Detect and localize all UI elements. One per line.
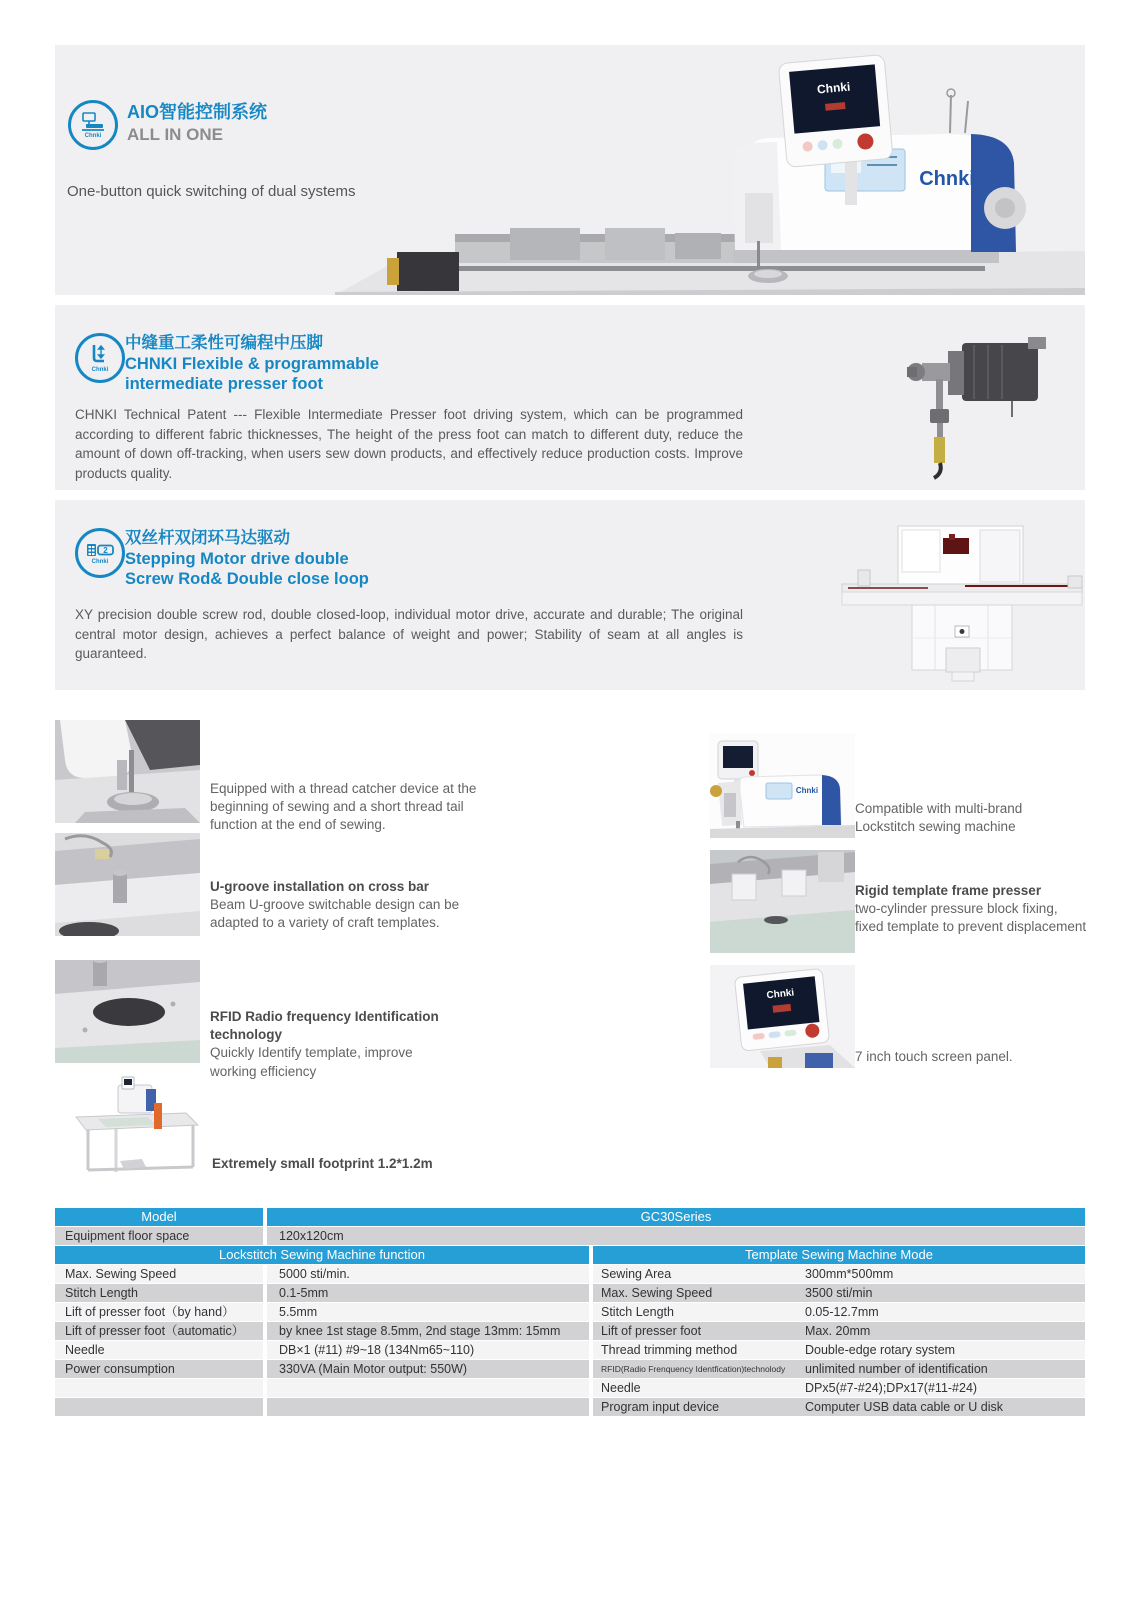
spec-label: RFID(Radio Frenquency Identfication)technolody xyxy=(601,1364,786,1374)
spec-right-pair xyxy=(593,1379,1085,1397)
aio-system-icon xyxy=(68,100,118,150)
feature-body: Beam U-groove switchable design can be adapted to a variety of craft templates. xyxy=(210,897,460,931)
touch-panel-brand-text: Chnki xyxy=(765,987,795,1002)
model-value: GC30Series xyxy=(267,1208,1085,1226)
small-footprint-photo xyxy=(58,1075,208,1175)
lockstitch-header: Lockstitch Sewing Machine function xyxy=(55,1246,589,1264)
feature-body: Equipped with a thread catcher device at the beginning of sewing and a short thread tail function at the end of sewing. xyxy=(210,781,477,833)
table-row-model xyxy=(55,1208,1085,1226)
spec-label: Max. Sewing Speed xyxy=(55,1265,263,1283)
screw-icon-glyph xyxy=(86,542,114,558)
spec-label: Program input device xyxy=(601,1400,720,1414)
section-stepping-motor xyxy=(55,500,1085,690)
aio-heading-en: ALL IN ONE xyxy=(127,124,224,144)
feature-body: two-cylinder pressure block fixing, fixed template to prevent displacement xyxy=(855,901,1087,935)
spec-table xyxy=(55,1208,1085,1417)
motor-heading-en2: Screw Rod& Double close loop xyxy=(125,570,369,589)
feature-body: 7 inch touch screen panel. xyxy=(855,1049,1013,1064)
spec-label: Lift of presser foot（automatic） xyxy=(55,1322,263,1340)
table-row xyxy=(55,1265,1085,1283)
spec-value: 330VA (Main Motor output: 550W) xyxy=(267,1360,589,1378)
lockstitch-machine-photo xyxy=(710,733,855,838)
spec-label: Lift of presser foot（by hand） xyxy=(55,1303,263,1321)
table-row xyxy=(55,1341,1085,1359)
feature-small-footprint xyxy=(212,1155,492,1173)
spec-label: Needle xyxy=(55,1341,263,1359)
section-presser-foot xyxy=(55,305,1085,490)
template-presser-photo xyxy=(710,850,855,953)
model-label: Model xyxy=(55,1208,263,1226)
table-row xyxy=(55,1284,1085,1302)
hero-machine-photo xyxy=(305,45,1085,295)
spec-label: Thread trimming method xyxy=(601,1343,738,1357)
feature-multi-brand xyxy=(855,800,1083,836)
spec-right-pair xyxy=(593,1265,1085,1283)
spec-value: 5000 sti/min. xyxy=(267,1265,589,1283)
section-all-in-one xyxy=(55,45,1085,295)
feature-title: RFID Radio frequency Identification technology xyxy=(210,1009,439,1043)
feature-rigid-presser xyxy=(855,882,1087,937)
spec-value: DB×1 (#11) #9~18 (134Nm65~110) xyxy=(267,1341,589,1359)
presser-foot-icon xyxy=(75,333,125,383)
icon-brand-label: Chnki xyxy=(91,366,109,373)
u-groove-photo xyxy=(55,833,200,936)
rfid-photo xyxy=(55,960,200,1063)
feature-title: Extremely small footprint 1.2*1.2m xyxy=(212,1156,433,1171)
spec-value: by knee 1st stage 8.5mm, 2nd stage 13mm: 15mm xyxy=(267,1322,589,1340)
aio-note: One-button quick switching of dual systems xyxy=(67,183,356,200)
table-row-floor-space xyxy=(55,1227,1085,1245)
spec-right-pair xyxy=(593,1322,1085,1340)
presser-heading-en1: CHNKI Flexible & programmable xyxy=(125,354,379,373)
feature-title: Rigid template frame presser xyxy=(855,883,1042,898)
table-row xyxy=(55,1379,1085,1397)
spec-label: Stitch Length xyxy=(601,1305,674,1319)
spec-right-pair xyxy=(593,1303,1085,1321)
spec-value: Computer USB data cable or U disk xyxy=(805,1400,1004,1414)
icon-brand-label: Chnki xyxy=(91,558,109,565)
spec-label xyxy=(55,1379,263,1397)
touch-screen-photo xyxy=(710,965,855,1068)
spec-value: DPx5(#7-#24);DPx17(#11-#24) xyxy=(805,1381,978,1395)
spec-right-pair xyxy=(593,1284,1085,1302)
aio-heading xyxy=(127,101,267,145)
presser-heading-zh: 中缝重工柔性可编程中压脚 xyxy=(125,334,323,352)
spec-label: Equipment floor space xyxy=(55,1227,263,1245)
spec-right-pair xyxy=(593,1360,1085,1378)
spec-label: Power consumption xyxy=(55,1360,263,1378)
table-row xyxy=(55,1303,1085,1321)
spec-value: 0.1-5mm xyxy=(267,1284,589,1302)
xy-frame-photo xyxy=(840,508,1085,683)
motor-heading-zh: 双丝杆双闭环马达驱动 xyxy=(125,529,290,547)
hero-machine-brand-text: Chnki xyxy=(919,168,975,190)
spec-value xyxy=(267,1398,589,1416)
motor-heading xyxy=(125,528,369,590)
table-row-section-headers xyxy=(55,1246,1085,1264)
icon-brand-label: Chnki xyxy=(84,132,102,139)
thread-catcher-photo xyxy=(55,720,200,823)
feature-body: Quickly Identify template, improve working efficiency xyxy=(210,1045,413,1079)
spec-value: 300mm*500mm xyxy=(805,1267,894,1281)
feature-thread-catcher xyxy=(210,780,492,835)
spec-label: Sewing Area xyxy=(601,1267,672,1281)
presser-heading-en2: intermediate presser foot xyxy=(125,375,324,394)
spec-right-pair xyxy=(593,1341,1085,1359)
template-header: Template Sewing Machine Mode xyxy=(593,1246,1085,1264)
table-row xyxy=(55,1322,1085,1340)
feature-touch-screen xyxy=(855,1048,1085,1066)
spec-label: Needle xyxy=(601,1381,641,1395)
presser-heading xyxy=(125,333,379,395)
motor-body: XY precision double screw rod, double closed-loop, individual motor drive, accurate and durable; The original central motor design, achieves a perfect balance of weight and power; Stability of seam at all angles is guaranteed. xyxy=(75,607,743,662)
spec-value: 3500 sti/min xyxy=(805,1286,873,1300)
spec-value: Double-edge rotary system xyxy=(805,1343,956,1357)
presser-motor-photo xyxy=(862,315,1077,483)
feature-body: Compatible with multi-brand Lockstitch sewing machine xyxy=(855,801,1023,835)
spec-label: Max. Sewing Speed xyxy=(601,1286,713,1300)
spec-right-pair xyxy=(593,1398,1085,1416)
spec-value: Max. 20mm xyxy=(805,1324,871,1338)
spec-value xyxy=(267,1379,589,1397)
spec-label: Stitch Length xyxy=(55,1284,263,1302)
feature-u-groove xyxy=(210,878,498,933)
table-row xyxy=(55,1360,1085,1378)
spec-value: 5.5mm xyxy=(267,1303,589,1321)
presser-icon-glyph xyxy=(88,344,112,366)
feature-title: U-groove installation on cross bar xyxy=(210,879,430,894)
hero-panel-brand-text: Chnki xyxy=(816,79,851,97)
aio-heading-zh: AIO智能控制系统 xyxy=(127,102,268,122)
svg-text:Chnki: Chnki xyxy=(795,786,819,795)
spec-value: 120x120cm xyxy=(267,1227,1085,1245)
screw-rod-icon xyxy=(75,528,125,578)
spec-label xyxy=(55,1398,263,1416)
motor-heading-en1: Stepping Motor drive double xyxy=(125,549,349,568)
aio-icon-glyph xyxy=(80,112,106,132)
feature-rfid xyxy=(210,1008,462,1081)
spec-label: Lift of presser foot xyxy=(601,1324,702,1338)
spec-value: unlimited number of identification xyxy=(805,1362,988,1376)
screw-icon-badge: 2 xyxy=(103,545,108,555)
presser-body: CHNKI Technical Patent --- Flexible Intermediate Presser foot driving system, which can be programmed according to different fabric thicknesses, The height of the press foot can match to different duty, reduce the amount of down off-tracking, when users sew down products, and effectively reduce production costs. Improve products quality. xyxy=(75,407,743,481)
spec-value: 0.05-12.7mm xyxy=(805,1305,879,1319)
table-row xyxy=(55,1398,1085,1416)
